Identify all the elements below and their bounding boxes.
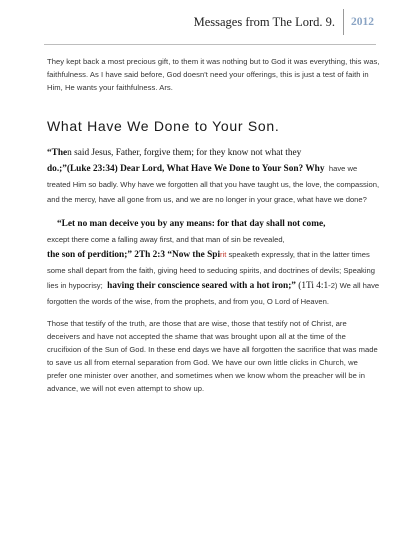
quote-start: “The [47, 148, 68, 158]
quote-1ti-ref-end: -2) [328, 281, 338, 290]
quote-1ti-ref: (1Ti 4:1 [295, 281, 329, 291]
paragraph-2-body-3: We all have forgotten the words of the wise, from the prophets, and from you, O Lord of Heaven. [47, 281, 380, 306]
intro-paragraph: They kept back a most precious gift, to them it was nothing but to God it was everything, this was, faithfulness. As I have said before, God doesn't need your offerings, this is just a test of faith in Him, He wants your faithfulness. Ars. [47, 57, 380, 92]
header-year: 2012 [343, 9, 374, 35]
paragraph-1 [47, 144, 380, 206]
quote-spirit-start: “Now the Spi [165, 250, 221, 260]
spirit-highlight: rit [220, 250, 227, 259]
paragraph-3: Those that testify of the truth, are those that are wise, those that testify not of Christ, are deceivers and have not accepted the shame that was brought upon all at the time of the crucifixion of the Sun of God. In these end days we have all forgotten the sacrifice that was made to save us all from eternal separation from God. We have our own little clicks in Church, we prefer one minister over another, and sometimes when we know whom the preacher will be in advance, we will not even attempt to show up. [47, 319, 378, 393]
quote-text: n said Jesus, Father, forgive them; for they know not what they [67, 148, 302, 158]
quote-2th-intro: “Let no man deceive you by any means: for that day shall not come, [57, 219, 326, 229]
paragraph-2-body-1: except there come a falling away first, and that man of sin be revealed, [47, 235, 285, 244]
paragraph-2 [47, 215, 380, 308]
paragraph-2-body-2: speaketh expressly, that in the latter times some shall depart from the faith, giving heed to seducing spirits, and doctrines of devils; Speaking lies in hypocrisy; [47, 250, 375, 290]
header-title: Messages from The Lord. 9. [193, 14, 335, 29]
quote-2th-ref: the son of perdition;” 2Th 2:3 [47, 250, 166, 260]
quote-conscience: having their conscience seared with a hot iron;” [107, 281, 296, 291]
paragraph-1-body: have we treated Him so badly. Why have we forgotten all that you have taught us, the love, the compassion, and the mercy, have all gone from us, and we are no longer in your grace, what have we done? [47, 164, 380, 204]
page-header [194, 8, 374, 36]
quote-line-2: do.;”(Luke 23:34) Dear Lord, What Have We Done to Your Son? Why [47, 164, 325, 174]
page-content [47, 55, 380, 395]
section-heading: What Have We Done to Your Son. [47, 118, 280, 134]
header-divider [44, 44, 376, 45]
